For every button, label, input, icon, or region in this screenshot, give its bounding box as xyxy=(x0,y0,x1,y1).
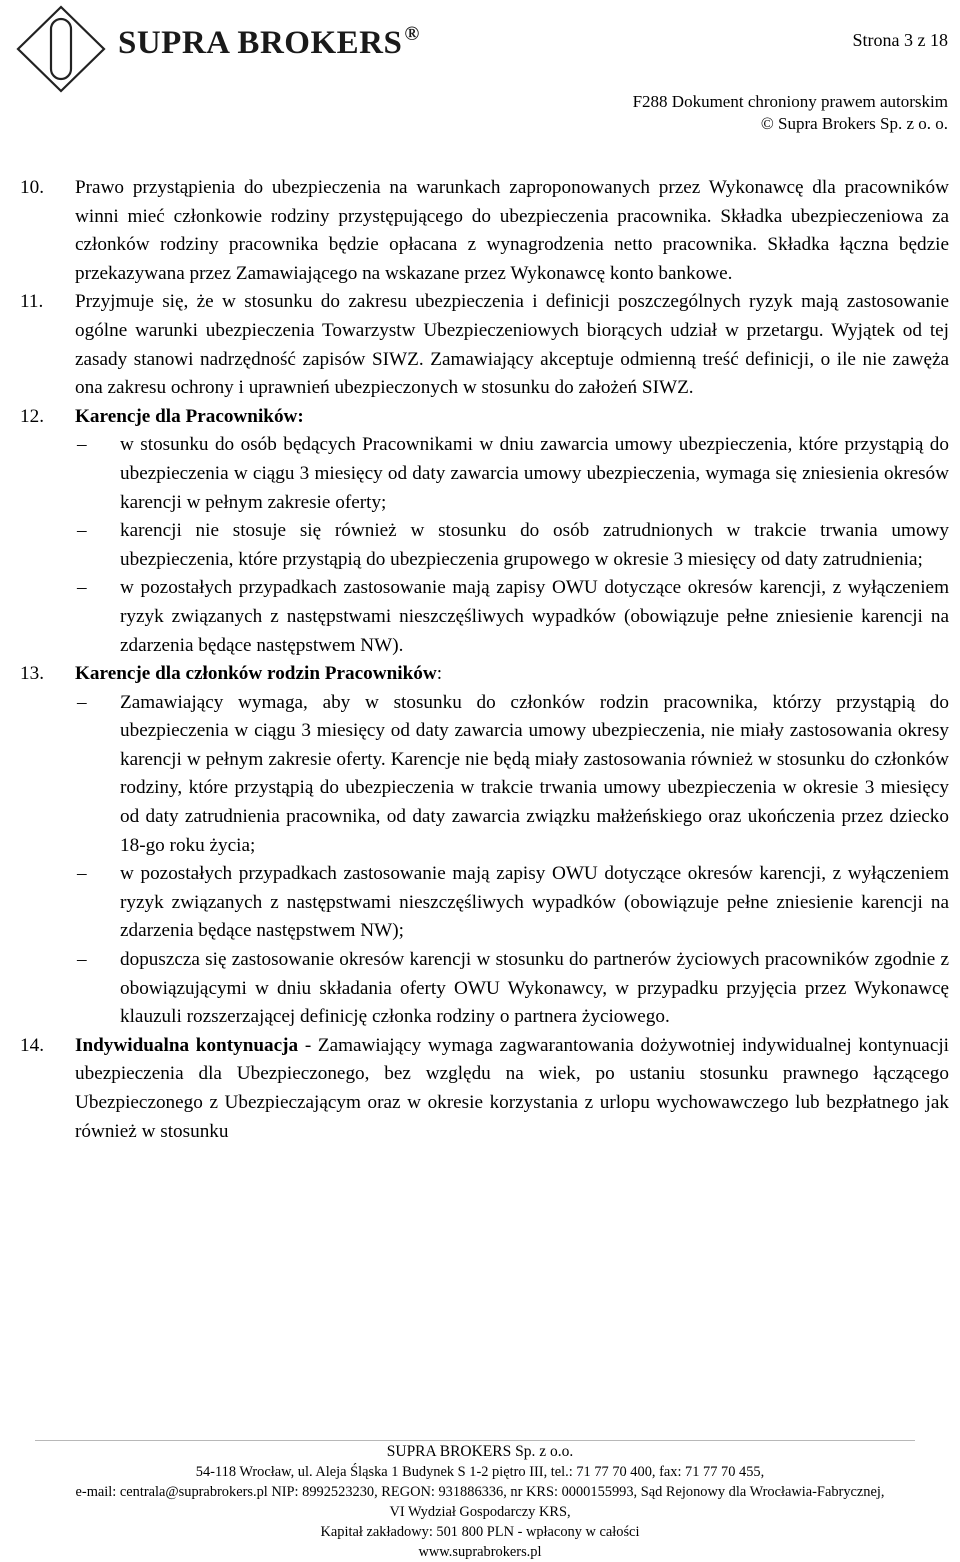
footer-registry: e-mail: centrala@suprabrokers.pl NIP: 8992523230, REGON: 931886336, nr KRS: 0000155993, Sąd Rejonowy dla Wrocławia-Fabrycznej, xyxy=(75,1484,885,1500)
section-13 xyxy=(20,660,949,689)
section-text: - Zamawiający wymaga zagwarantowania dożywotniej indywidualnej kontynuacji ubezpieczenia dla Ubezpieczonego, bez względu na wiek, po ustaniu stosunku prawnego łączącego Ubezpieczonego z Ubezpieczającym oraz w okresie korzystania z urlopu wychowawczego lub bezpłatnego jak również w stosunku xyxy=(75,1034,949,1142)
section-number: 14. xyxy=(20,1034,44,1056)
list-item-text: w pozostałych przypadkach zastosowanie mają zapisy OWU dotyczące okresów karencji, z wyłączeniem ryzyk związanych z następstwami nieszczęśliwych wypadków (obowiązuje pełne zniesienie karencji na zdarzenia będące następstwem NW); xyxy=(120,863,949,942)
section-title: Indywidualna kontynuacja xyxy=(75,1034,299,1056)
footer-divider xyxy=(35,1440,915,1441)
section-text: Przyjmuje się, że w stosunku do zakresu ubezpieczenia i definicji poszczególnych ryzyk mają zastosowanie ogólne warunki ubezpieczenia Towarzystw Ubezpieczeniowych biorących udział w przetargu. Wyjątek od tej zasady stanowi nadrzędność zapisów SIWZ. Zamawiający akceptuje odmienną treść definicji, o ile nie zawęża ona zakresu ochrony i uprawnień ubezpieczonych w stosunku do założeń SIWZ. xyxy=(75,291,949,399)
list-item xyxy=(75,517,949,574)
section-12-list xyxy=(20,431,949,660)
list-item xyxy=(75,946,949,1032)
section-14 xyxy=(20,1032,949,1146)
dash-bullet: – xyxy=(77,520,87,542)
list-item-text: karencji nie stosuje się również w stosunku do osób zatrudnionych w trakcie trwania umowy ubezpieczenia, które przystąpią do ubezpieczenia grupowego w okresie 3 miesięcy od daty zatrudnienia; xyxy=(120,520,949,570)
section-title: Karencje dla Pracowników: xyxy=(75,405,304,427)
dash-bullet: – xyxy=(77,577,87,599)
footer-capital: Kapitał zakładowy: 501 800 PLN - wpłacony w całości xyxy=(320,1524,640,1540)
document-body xyxy=(20,174,949,1146)
list-item-text: Zamawiający wymaga, aby w stosunku do członków rodzin pracownika, którzy przystąpią do ubezpieczenia w ciągu 3 miesięcy od daty zawarcia umowy ubezpieczenia, nie miały zastosowania okresy karencji w pełnym zakresie oferty. Karencje nie będą miały zastosowania również w stosunku do członków rodziny, które przystąpią do ubezpieczenia w trakcie trwania umowy ubezpieczenia w okresie 3 miesięcy od daty zatrudnienia pracownika, od daty zawarcia związku małżeńskiego oraz ukończenia przez dziecko 18-go roku życia; xyxy=(120,691,949,856)
list-item xyxy=(75,431,949,517)
list-item-text: w pozostałych przypadkach zastosowanie mają zapisy OWU dotyczące okresów karencji, z wyłączeniem ryzyk związanych z następstwami nieszczęśliwych wypadków (obowiązuje pełne zniesienie karencji na zdarzenia będące następstwem NW). xyxy=(120,577,949,656)
footer-website: www.suprabrokers.pl xyxy=(418,1544,542,1560)
dash-bullet: – xyxy=(77,691,87,713)
list-item-text: w stosunku do osób będących Pracownikami w dniu zawarcia umowy ubezpieczenia, które przystąpią do ubezpieczenia w ciągu 3 miesięcy od daty zawarcia umowy ubezpieczenia, wymaga się zniesienia okresów karencji w pełnym zakresie oferty; xyxy=(120,434,949,513)
footer xyxy=(0,1442,960,1562)
dash-bullet: – xyxy=(77,434,87,456)
registered-mark: ® xyxy=(404,23,420,45)
section-title-suffix: : xyxy=(436,663,443,685)
section-10 xyxy=(20,174,949,288)
dash-bullet: – xyxy=(77,949,87,971)
list-item xyxy=(75,689,949,861)
footer-address: 54-118 Wrocław, ul. Aleja Śląska 1 Budynek S 1-2 piętro III, tel.: 71 77 70 400, fax: 71 77 70 455, xyxy=(195,1464,765,1480)
footer-company: SUPRA BROKERS Sp. z o.o. xyxy=(386,1443,574,1460)
section-number: 13. xyxy=(20,663,44,685)
brand-name: SUPRA BROKERS ® xyxy=(118,23,420,61)
section-title: Karencje dla członków rodzin Pracowników xyxy=(75,663,437,685)
section-number: 12. xyxy=(20,405,44,427)
list-item-text: dopuszcza się zastosowanie okresów karencji w stosunku do partnerów życiowych pracowników zgodnie z obowiązującymi w dniu składania oferty OWU Wykonawcy, w przypadku przyjęcia przez Wykonawcę klauzuli rozszerzającej definicję członka rodziny o partnera życiowego. xyxy=(120,949,949,1028)
copyright-notice: © Supra Brokers Sp. z o. o. xyxy=(760,114,948,133)
section-number: 10. xyxy=(20,177,44,198)
section-text: Prawo przystąpienia do ubezpieczenia na warunkach zaproponowanych przez Wykonawcę dla pracowników winni mieć członkowie rodziny przystępującego do ubezpieczenia pracownika. Składka ubezpieczeniowa za członków rodziny pracownika będzie opłacana z wynagrodzenia netto pracownika. Składka łączna będzie przekazywana przez Zamawiającego na wskazane przez Wykonawcę konto bankowe. xyxy=(75,177,949,284)
list-item xyxy=(75,860,949,946)
dash-bullet: – xyxy=(77,863,87,885)
doc-notice: F288 Dokument chroniony prawem autorskim xyxy=(632,92,948,111)
footer-court-division: VI Wydział Gospodarczy KRS, xyxy=(389,1504,571,1520)
page-number: Strona 3 z 18 xyxy=(852,30,948,50)
section-12 xyxy=(20,403,949,432)
list-item xyxy=(75,574,949,660)
section-13-list xyxy=(20,689,949,1032)
supra-brokers-logo-icon xyxy=(14,4,109,94)
section-11 xyxy=(20,288,949,402)
section-number: 11. xyxy=(20,291,44,313)
